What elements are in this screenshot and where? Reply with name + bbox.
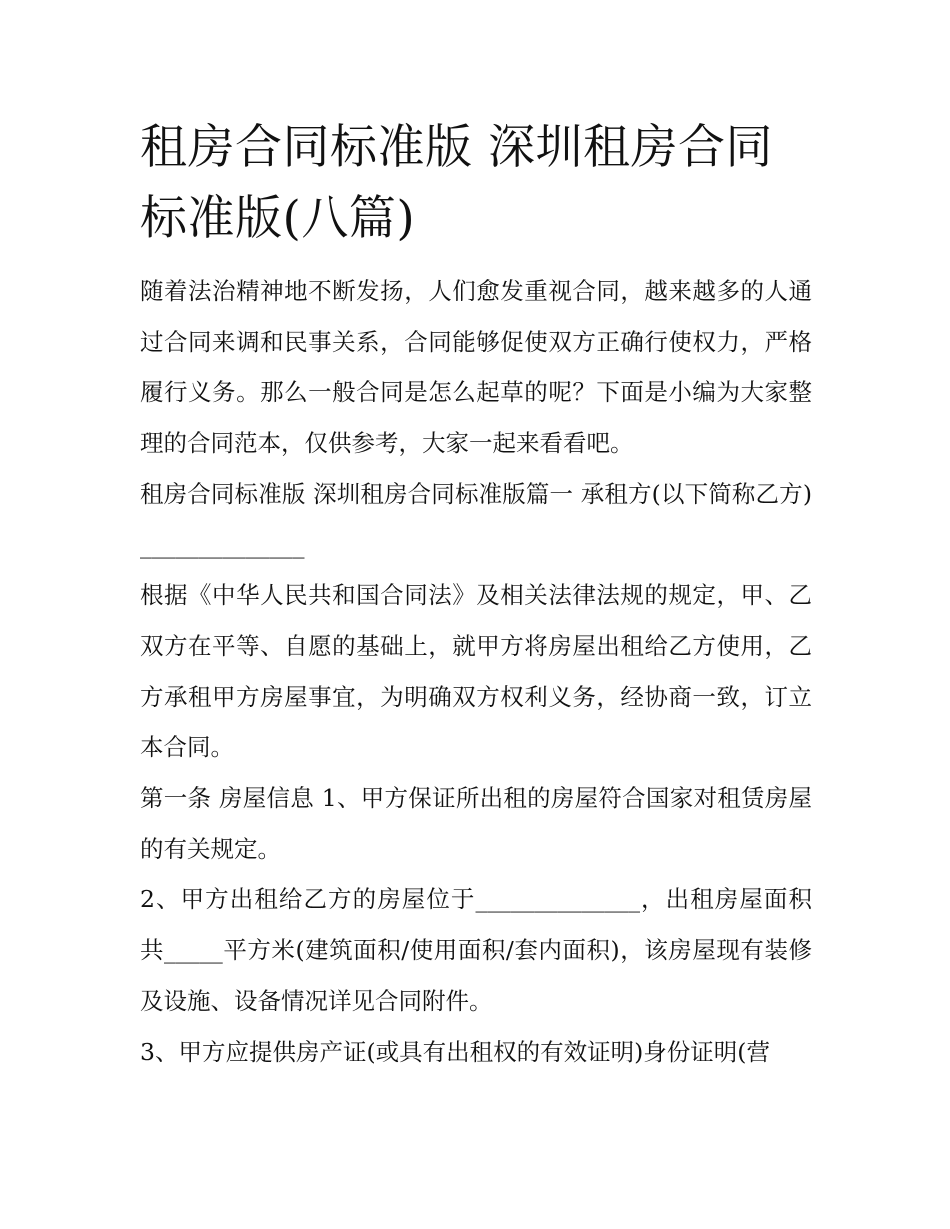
intro-paragraph: 随着法治精神地不断发扬，人们愈发重视合同，越来越多的人通过合同来调和民事关系，合同能够促使双方正确行使权力，严格履行义务。那么一般合同是怎么起草的呢？下面是小编为大家整理的合同范本，仅供参考，大家一起来看看吧。 [140, 277, 812, 458]
document-title: 租房合同标准版 深圳租房合同标准版(八篇) [140, 120, 773, 246]
article-one-paragraph: 第一条 房屋信息 1、甲方保证所出租的房屋符合国家对租赁房屋的有关规定。 [140, 784, 812, 863]
document-page [140, 112, 812, 1077]
lessee-paragraph: 租房合同标准版 深圳租房合同标准版篇一 承租方(以下简称乙方)______________ [140, 479, 812, 559]
legal-basis-paragraph: 根据《中华人民共和国合同法》及相关法律法规的规定，甲、乙双方在平等、自愿的基础上，就甲方将房屋出租给乙方使用，乙方承租甲方房屋事宜，为明确双方权利义务，经协商一致，订立本合同。 [140, 581, 812, 762]
clause-three-paragraph: 3、甲方应提供房产证(或具有出租权的有效证明)身份证明(营 [140, 1037, 770, 1066]
clause-two-paragraph: 2、甲方出租给乙方的房屋位于______________，出租房屋面积共_____平方米(建筑面积/使用面积/套内面积)，该房屋现有装修及设施、设备情况详见合同附件。 [140, 885, 812, 1015]
